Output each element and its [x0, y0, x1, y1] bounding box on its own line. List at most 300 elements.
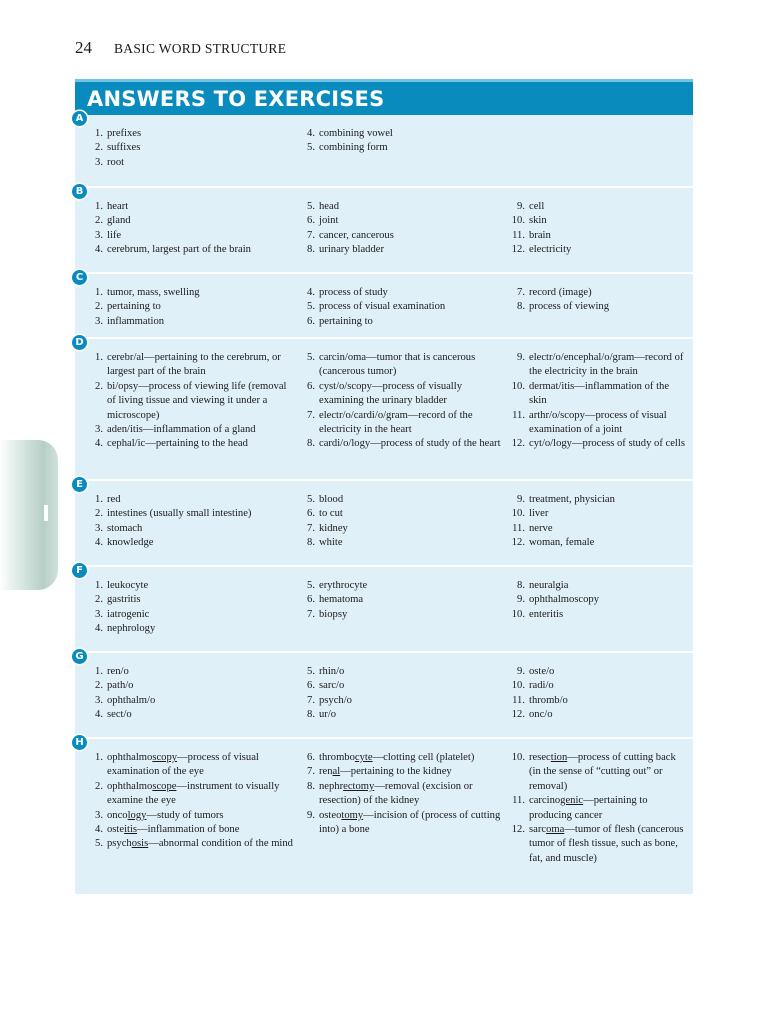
answer-item: [295, 809, 505, 838]
answer-definition: —instrument to visually examine the eye: [107, 780, 280, 807]
answer-item: [83, 593, 295, 607]
answer-item: [505, 214, 685, 228]
answer-column: [505, 127, 685, 170]
answer-item: [83, 229, 295, 243]
answer-item: [295, 229, 505, 243]
answer-text: bi/opsy—process of viewing life (removal of living tissue and viewing it under a microscope): [107, 380, 287, 421]
answer-number: 9.: [517, 352, 525, 363]
page-header: [75, 38, 286, 58]
answer-item: [505, 794, 685, 823]
answer-text: electricity: [529, 244, 572, 256]
answer-text-prefix: carcino: [529, 795, 561, 807]
answer-number: 7.: [307, 608, 315, 620]
answer-item: [295, 751, 505, 765]
answer-number: 2.: [95, 594, 103, 606]
answer-text: psych/o: [319, 694, 352, 706]
answer-text: life: [107, 229, 122, 241]
answer-item: [295, 679, 505, 693]
answer-column: [505, 200, 685, 258]
answer-suffix: tomy: [341, 809, 364, 821]
answer-number: 4.: [95, 824, 103, 836]
answer-item: [505, 351, 685, 380]
answer-text: path/o: [107, 680, 134, 692]
answer-number: 10.: [511, 215, 525, 227]
answer-number: 11.: [512, 522, 525, 534]
answer-text: cyst/o/scopy—process of visually examining the urinary bladder: [319, 380, 462, 407]
answer-text: arthr/o/scopy—process of visual examination of a joint: [529, 409, 667, 436]
answer-number: 1.: [95, 352, 103, 363]
answer-text: treatment, physician: [529, 494, 615, 505]
answer-text-prefix: thrombo: [319, 752, 355, 763]
answer-suffix: ectomy: [343, 780, 375, 792]
answer-item: [505, 708, 685, 722]
answer-number: 9.: [307, 809, 315, 821]
answer-number: 3.: [95, 424, 103, 436]
answers-box: [75, 79, 693, 894]
answer-number: 12.: [511, 824, 525, 836]
answer-definition: —incision of (process of cutting into) a bone: [319, 809, 501, 836]
answer-item: [295, 200, 505, 214]
section-badge: D: [72, 335, 87, 350]
answer-suffix: cyte: [354, 752, 373, 763]
answer-number: 4.: [95, 438, 103, 450]
answer-text-prefix: sarc: [529, 824, 547, 836]
answer-item: [83, 622, 295, 636]
answer-column: [295, 286, 505, 329]
answer-item: [505, 608, 685, 622]
answer-number: 7.: [307, 409, 315, 421]
answer-text: oste/o: [529, 666, 555, 677]
answer-number: 3.: [95, 522, 103, 534]
answer-item: [295, 315, 505, 329]
answer-column: [83, 751, 295, 866]
answer-item: [505, 300, 685, 314]
answer-number: 1.: [95, 494, 103, 505]
answer-number: 3.: [95, 156, 103, 168]
answer-text: pertaining to: [319, 315, 373, 327]
answer-text: neuralgia: [529, 580, 569, 591]
answer-item: [295, 243, 505, 257]
answer-item: [83, 708, 295, 722]
answer-number: 1.: [95, 128, 103, 139]
answer-item: [295, 780, 505, 809]
answer-number: 4.: [95, 623, 103, 635]
answer-number: 5.: [307, 201, 315, 212]
answer-text-prefix: oste: [107, 824, 125, 836]
answer-text: cancer, cancerous: [319, 229, 394, 241]
answer-text-prefix: onco: [107, 809, 128, 821]
answer-number: 11.: [512, 795, 525, 807]
answer-text: kidney: [319, 522, 348, 534]
answer-number: 8.: [307, 438, 315, 450]
answer-column: [83, 127, 295, 170]
answer-column: [295, 579, 505, 637]
answer-text: dermat/itis—inflammation of the skin: [529, 380, 670, 407]
answer-number: 7.: [517, 287, 525, 298]
running-head: BASIC WORD STRUCTURE: [114, 41, 287, 56]
answer-text: [529, 823, 685, 866]
answer-item: [83, 493, 295, 507]
answer-number: 5.: [307, 666, 315, 677]
answer-item: [83, 156, 295, 170]
answer-text: suffixes: [107, 142, 141, 154]
answer-suffix: itis: [124, 824, 138, 836]
answer-column: [83, 665, 295, 723]
answer-text: nephrology: [107, 623, 156, 635]
answer-item: [505, 409, 685, 438]
answer-text: record (image): [529, 287, 592, 298]
answer-definition: —study of tumors: [146, 809, 224, 821]
answer-text: [319, 809, 505, 838]
answer-column: [83, 200, 295, 258]
answer-text: nerve: [529, 522, 553, 534]
answer-column: [505, 579, 685, 637]
answers-banner: [75, 79, 693, 115]
answer-text: process of study: [319, 287, 388, 298]
answer-number: 10.: [511, 752, 525, 763]
answer-suffix: osis: [131, 838, 149, 850]
answer-item: [295, 765, 505, 779]
answer-item: [505, 200, 685, 214]
answer-column: [295, 493, 505, 551]
answer-text-prefix: ren: [319, 766, 333, 778]
answer-definition: —abnormal condition of the mind: [148, 838, 293, 850]
answer-definition: —pertaining to producing cancer: [529, 795, 648, 821]
answer-number: 9.: [517, 666, 525, 677]
answer-text: tumor, mass, swelling: [107, 287, 200, 298]
banner-title: ANSWERS TO EXERCISES: [87, 86, 385, 111]
answer-text: rhin/o: [319, 666, 345, 677]
answer-text: woman, female: [529, 537, 595, 549]
answer-text: [107, 809, 295, 823]
answer-text: leukocyte: [107, 580, 149, 591]
answer-item: [83, 522, 295, 536]
answer-item: [295, 708, 505, 722]
answer-definition: —clotting cell (platelet): [372, 752, 475, 763]
answer-suffix: logy: [127, 809, 147, 821]
section-d: [75, 339, 693, 481]
answer-text: stomach: [107, 522, 143, 534]
section-badge: H: [72, 735, 87, 750]
answer-text: ophthalmoscopy: [529, 594, 600, 606]
answer-item: [505, 579, 685, 593]
answer-number: 6.: [307, 680, 315, 692]
answer-text: onc/o: [529, 709, 553, 721]
answer-number: 1.: [95, 580, 103, 591]
answer-number: 2.: [95, 780, 103, 792]
answer-definition: —removal (excision or resection) of the kidney: [319, 780, 473, 807]
answer-text: skin: [529, 215, 547, 227]
answer-text: cardi/o/logy—process of study of the heart: [319, 438, 501, 450]
answer-number: 1.: [95, 201, 103, 212]
answer-number: 7.: [307, 229, 315, 241]
answer-column: [505, 751, 685, 866]
answer-number: 9.: [517, 494, 525, 505]
answer-text: [107, 780, 295, 809]
answer-item: [83, 214, 295, 228]
answer-text: knowledge: [107, 537, 154, 549]
answer-text-prefix: ophthalmo: [107, 752, 153, 763]
answer-text-prefix: ophthalmo: [107, 780, 153, 792]
answer-item: [83, 127, 295, 141]
answer-text-prefix: osteo: [319, 809, 342, 821]
answer-number: 12.: [511, 438, 525, 450]
answer-item: [505, 679, 685, 693]
answer-item: [83, 823, 295, 837]
answer-item: [505, 665, 685, 679]
answer-item: [295, 608, 505, 622]
answer-item: [83, 286, 295, 300]
answer-item: [295, 493, 505, 507]
answer-text: electr/o/encephal/o/gram—record of the electricity in the brain: [529, 352, 684, 378]
answer-number: 6.: [307, 380, 315, 392]
answer-number: 3.: [95, 809, 103, 821]
answer-number: 12.: [511, 244, 525, 256]
answer-columns: [83, 127, 685, 170]
answer-number: 6.: [307, 594, 315, 606]
answer-definition: —inflammation of bone: [137, 824, 240, 836]
answer-number: 5.: [307, 580, 315, 591]
answer-number: 3.: [95, 694, 103, 706]
answer-definition: —process of cutting back (in the sense of “cutting out” or removal): [529, 752, 676, 792]
answer-text: [529, 751, 685, 794]
answer-item: [505, 823, 685, 866]
answer-number: 2.: [95, 508, 103, 520]
answer-item: [83, 243, 295, 257]
answer-item: [83, 579, 295, 593]
answer-column: [295, 200, 505, 258]
answer-text: enteritis: [529, 608, 564, 620]
answer-suffix: genic: [560, 795, 584, 807]
answer-item: [83, 200, 295, 214]
answer-columns: [83, 665, 685, 723]
answer-text-prefix: resec: [529, 752, 551, 763]
answer-column: [83, 579, 295, 637]
answer-item: [505, 229, 685, 243]
answer-item: [295, 507, 505, 521]
answer-item: [295, 214, 505, 228]
answer-text: [529, 794, 685, 823]
answer-column: [505, 493, 685, 551]
answer-column: [295, 127, 505, 170]
section-b: [75, 188, 693, 274]
answer-item: [295, 141, 505, 155]
answer-number: 10.: [511, 608, 525, 620]
answer-item: [83, 780, 295, 809]
answer-text: root: [107, 156, 125, 168]
answer-item: [295, 522, 505, 536]
answer-number: 6.: [307, 215, 315, 227]
answer-item: [83, 423, 295, 437]
answer-column: [505, 351, 685, 452]
answer-number: 8.: [307, 709, 315, 721]
answer-number: 10.: [511, 680, 525, 692]
answer-number: 7.: [307, 766, 315, 778]
answer-number: 9.: [517, 594, 525, 606]
answer-column: [505, 286, 685, 329]
answer-text: [107, 751, 295, 780]
answer-text: ophthalm/o: [107, 694, 156, 706]
answer-text: [107, 837, 295, 851]
answer-columns: [83, 286, 685, 329]
answer-item: [295, 351, 505, 380]
answer-number: 9.: [517, 201, 525, 212]
answer-item: [295, 536, 505, 550]
answer-text: electr/o/cardi/o/gram—record of the electricity in the heart: [319, 409, 473, 436]
answer-number: 5.: [307, 352, 315, 363]
answer-text: ur/o: [319, 709, 337, 721]
answer-text: cerebr/al—pertaining to the cerebrum, or largest part of the brain: [107, 352, 281, 378]
answer-number: 7.: [307, 522, 315, 534]
answer-item: [505, 243, 685, 257]
answer-text: intestines (usually small intestine): [107, 508, 252, 520]
answer-text: gland: [107, 215, 131, 227]
answer-number: 4.: [95, 537, 103, 549]
answer-item: [295, 579, 505, 593]
answer-text: [319, 765, 505, 779]
answer-columns: [83, 200, 685, 258]
chapter-tab: [0, 440, 58, 590]
answer-item: [83, 694, 295, 708]
section-g: [75, 653, 693, 739]
answer-number: 3.: [95, 229, 103, 241]
answer-number: 6.: [307, 508, 315, 520]
answer-text: cephal/ic—pertaining to the head: [107, 438, 248, 450]
answer-item: [83, 437, 295, 451]
answer-text: liver: [529, 508, 549, 520]
answer-text: hematoma: [319, 594, 364, 606]
answer-text: aden/itis—inflammation of a gland: [107, 424, 256, 436]
answer-number: 5.: [95, 838, 103, 850]
chapter-tab-mark: [44, 505, 48, 521]
answer-number: 3.: [95, 608, 103, 620]
answer-text: joint: [319, 215, 339, 227]
section-f: [75, 567, 693, 653]
answer-suffix: tion: [550, 752, 568, 763]
answer-item: [295, 380, 505, 409]
answer-text: pertaining to: [107, 301, 161, 313]
answer-item: [83, 809, 295, 823]
answer-text: prefixes: [107, 128, 142, 139]
answer-number: 1.: [95, 666, 103, 677]
answer-text-prefix: nephr: [319, 780, 344, 792]
answer-number: 8.: [517, 580, 525, 591]
answer-item: [295, 694, 505, 708]
answer-item: [295, 437, 505, 451]
answer-number: 11.: [512, 694, 525, 706]
answer-number: 2.: [95, 680, 103, 692]
answer-number: 12.: [511, 709, 525, 721]
section-h: [75, 739, 693, 884]
answer-columns: [83, 351, 685, 452]
answer-item: [83, 380, 295, 423]
answer-definition: —tumor of flesh (cancerous tumor of flesh tissue, such as bone, fat, and muscle): [529, 824, 684, 864]
answer-number: 2.: [95, 301, 103, 313]
answer-number: 6.: [307, 752, 315, 763]
answer-item: [505, 522, 685, 536]
answer-number: 5.: [307, 301, 315, 313]
answer-number: 2.: [95, 380, 103, 392]
answer-column: [83, 286, 295, 329]
section-c: [75, 274, 693, 339]
section-badge: C: [72, 270, 87, 285]
answer-text: process of visual examination: [319, 301, 446, 313]
answer-item: [83, 315, 295, 329]
answer-item: [295, 127, 505, 141]
answer-columns: [83, 751, 685, 866]
answer-text: thromb/o: [529, 694, 568, 706]
answer-definition: —process of visual examination of the eye: [107, 752, 259, 778]
answer-number: 10.: [511, 508, 525, 520]
answer-text-prefix: psych: [107, 838, 132, 850]
answer-text: combining form: [319, 142, 388, 154]
answer-sections: [75, 115, 693, 884]
answer-number: 8.: [307, 780, 315, 792]
answer-text: inflammation: [107, 315, 165, 327]
answer-number: 5.: [307, 494, 315, 505]
answer-number: 8.: [517, 301, 525, 313]
answer-text: red: [107, 494, 121, 505]
answer-text: ren/o: [107, 666, 129, 677]
answer-text: radi/o: [529, 680, 554, 692]
answer-item: [83, 679, 295, 693]
answer-definition: —pertaining to the kidney: [340, 766, 452, 778]
answer-column: [295, 665, 505, 723]
answer-item: [505, 751, 685, 794]
answer-column: [295, 751, 505, 866]
answer-item: [83, 837, 295, 851]
answer-number: 5.: [307, 142, 315, 154]
answer-item: [83, 751, 295, 780]
answer-text: head: [319, 201, 339, 212]
answer-text: white: [319, 537, 343, 549]
answer-suffix: oma: [546, 824, 565, 836]
answer-suffix: scopy: [152, 752, 178, 763]
answer-number: 4.: [95, 244, 103, 256]
answer-text: sect/o: [107, 709, 132, 721]
answer-number: 3.: [95, 315, 103, 327]
answer-item: [505, 493, 685, 507]
answer-item: [83, 507, 295, 521]
answer-text: urinary bladder: [319, 244, 385, 256]
answer-number: 4.: [95, 709, 103, 721]
answer-item: [295, 286, 505, 300]
answer-text: [319, 751, 505, 765]
section-badge: F: [72, 563, 87, 578]
answer-number: 4.: [307, 287, 315, 298]
answer-item: [83, 665, 295, 679]
answer-number: 6.: [307, 315, 315, 327]
section-badge: G: [72, 649, 87, 664]
answer-number: 2.: [95, 142, 103, 154]
answer-item: [505, 380, 685, 409]
answer-number: 11.: [512, 409, 525, 421]
answer-item: [505, 286, 685, 300]
answer-text: heart: [107, 201, 129, 212]
answer-text: erythrocyte: [319, 580, 368, 591]
answer-number: 7.: [307, 694, 315, 706]
section-badge: B: [72, 184, 87, 199]
answer-column: [83, 493, 295, 551]
answer-text: [319, 780, 505, 809]
answer-item: [295, 409, 505, 438]
answer-text: cyt/o/logy—process of study of cells: [529, 438, 685, 450]
answer-number: 2.: [95, 215, 103, 227]
answer-text: iatrogenic: [107, 608, 150, 620]
answer-columns: [83, 493, 685, 551]
answer-text: cerebrum, largest part of the brain: [107, 244, 251, 256]
answer-item: [83, 141, 295, 155]
